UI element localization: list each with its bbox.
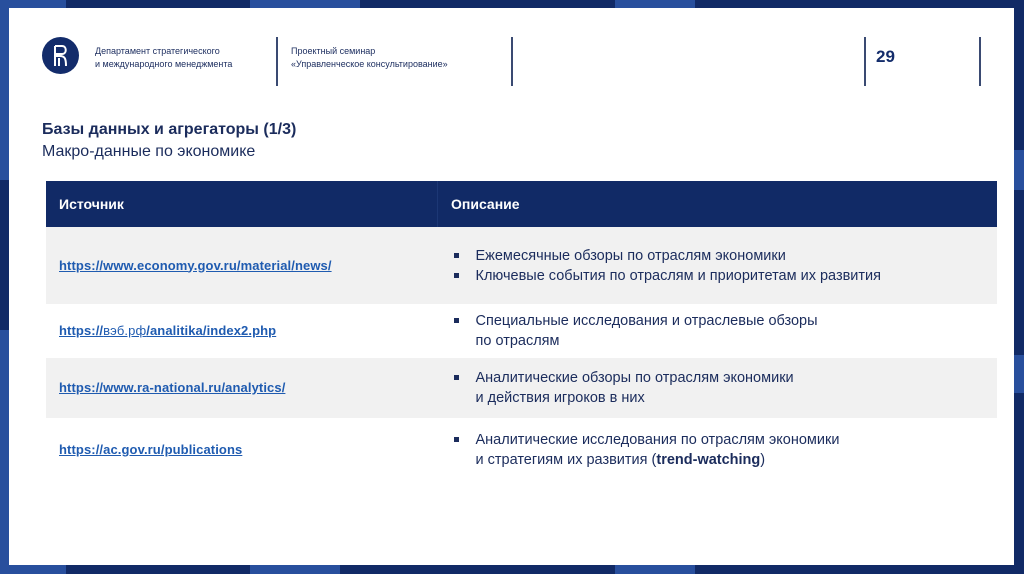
link-part: https://	[59, 323, 104, 338]
page-number: 29	[876, 47, 895, 66]
source-cell	[46, 227, 438, 304]
page-subtitle: Макро-данные по экономике	[42, 143, 256, 160]
frame-patch-top-left	[0, 0, 66, 8]
table-header-row	[46, 181, 997, 227]
list-item-line: по отраслям	[475, 333, 560, 349]
column-header-source: Источник	[46, 181, 438, 227]
description-cell	[438, 418, 998, 482]
source-link-veb-rf[interactable]	[59, 323, 276, 338]
table-row	[46, 418, 997, 482]
list-item	[451, 368, 998, 408]
header-divider-1	[276, 37, 278, 86]
description-list	[451, 368, 998, 408]
frame-patch-left-bottom	[0, 330, 9, 574]
source-cell	[46, 358, 438, 418]
source-link-economy-gov[interactable]: https://www.economy.gov.ru/material/news/	[59, 257, 332, 273]
hse-logo-icon	[42, 37, 79, 74]
list-item-line: и действия игроков в них	[475, 390, 645, 406]
page-title: Базы данных и агрегаторы (1/3)	[42, 121, 297, 138]
description-cell	[438, 358, 998, 418]
department-name	[95, 45, 232, 71]
list-item: Ежемесячные обзоры по отраслям экономики	[451, 246, 998, 266]
list-item-line: Аналитические исследования по отраслям экономики	[475, 432, 840, 448]
text-fragment: )	[760, 452, 766, 468]
description-cell	[438, 304, 998, 358]
list-item	[451, 311, 998, 351]
frame-patch-right-b	[1014, 355, 1024, 393]
department-line-2: и международного менеджмента	[95, 59, 233, 69]
frame-patch-right-a	[1014, 150, 1024, 190]
table-row	[46, 304, 997, 358]
list-item-line: Аналитические обзоры по отраслям экономики	[475, 370, 794, 386]
column-header-description: Описание	[438, 181, 998, 227]
seminar-line-1: Проектный семинар	[291, 46, 376, 56]
frame-patch-bottom-right	[615, 565, 695, 574]
description-list	[451, 246, 998, 286]
list-item: Ключевые события по отраслям и приоритетам их развития	[451, 266, 998, 286]
frame-patch-top-right	[615, 0, 695, 8]
list-item-line	[476, 450, 998, 470]
frame-patch-bottom-left	[0, 565, 66, 574]
header-divider-4	[979, 37, 981, 86]
header-divider-3	[864, 37, 866, 86]
seminar-name	[291, 45, 448, 71]
table-row	[46, 358, 997, 418]
frame-patch-left-top	[0, 0, 9, 180]
link-part: /analitika/index2.php	[146, 323, 277, 338]
list-item-line: Специальные исследования и отраслевые обзоры	[475, 313, 818, 329]
table-row	[46, 227, 997, 304]
source-cell	[46, 304, 438, 358]
source-link-ac-gov[interactable]: https://ac.gov.ru/publications	[59, 442, 243, 457]
description-list	[451, 311, 998, 351]
frame-patch-top-mid	[250, 0, 360, 8]
frame-patch-bottom-mid	[250, 565, 340, 574]
source-cell	[46, 418, 438, 482]
list-item	[451, 430, 998, 470]
description-list	[451, 430, 998, 470]
header-divider-2	[511, 37, 513, 86]
sources-table	[46, 181, 997, 482]
seminar-line-2: «Управленческое консультирование»	[291, 59, 448, 69]
source-link-ra-national[interactable]: https://www.ra-national.ru/analytics/	[59, 380, 286, 395]
department-line-1: Департамент стратегического	[95, 46, 220, 56]
link-part: вэб.рф	[103, 323, 147, 338]
trend-watching-term: trend-watching	[656, 452, 761, 468]
text-fragment: и стратегиям их развития (	[475, 452, 657, 468]
description-cell	[438, 227, 998, 304]
